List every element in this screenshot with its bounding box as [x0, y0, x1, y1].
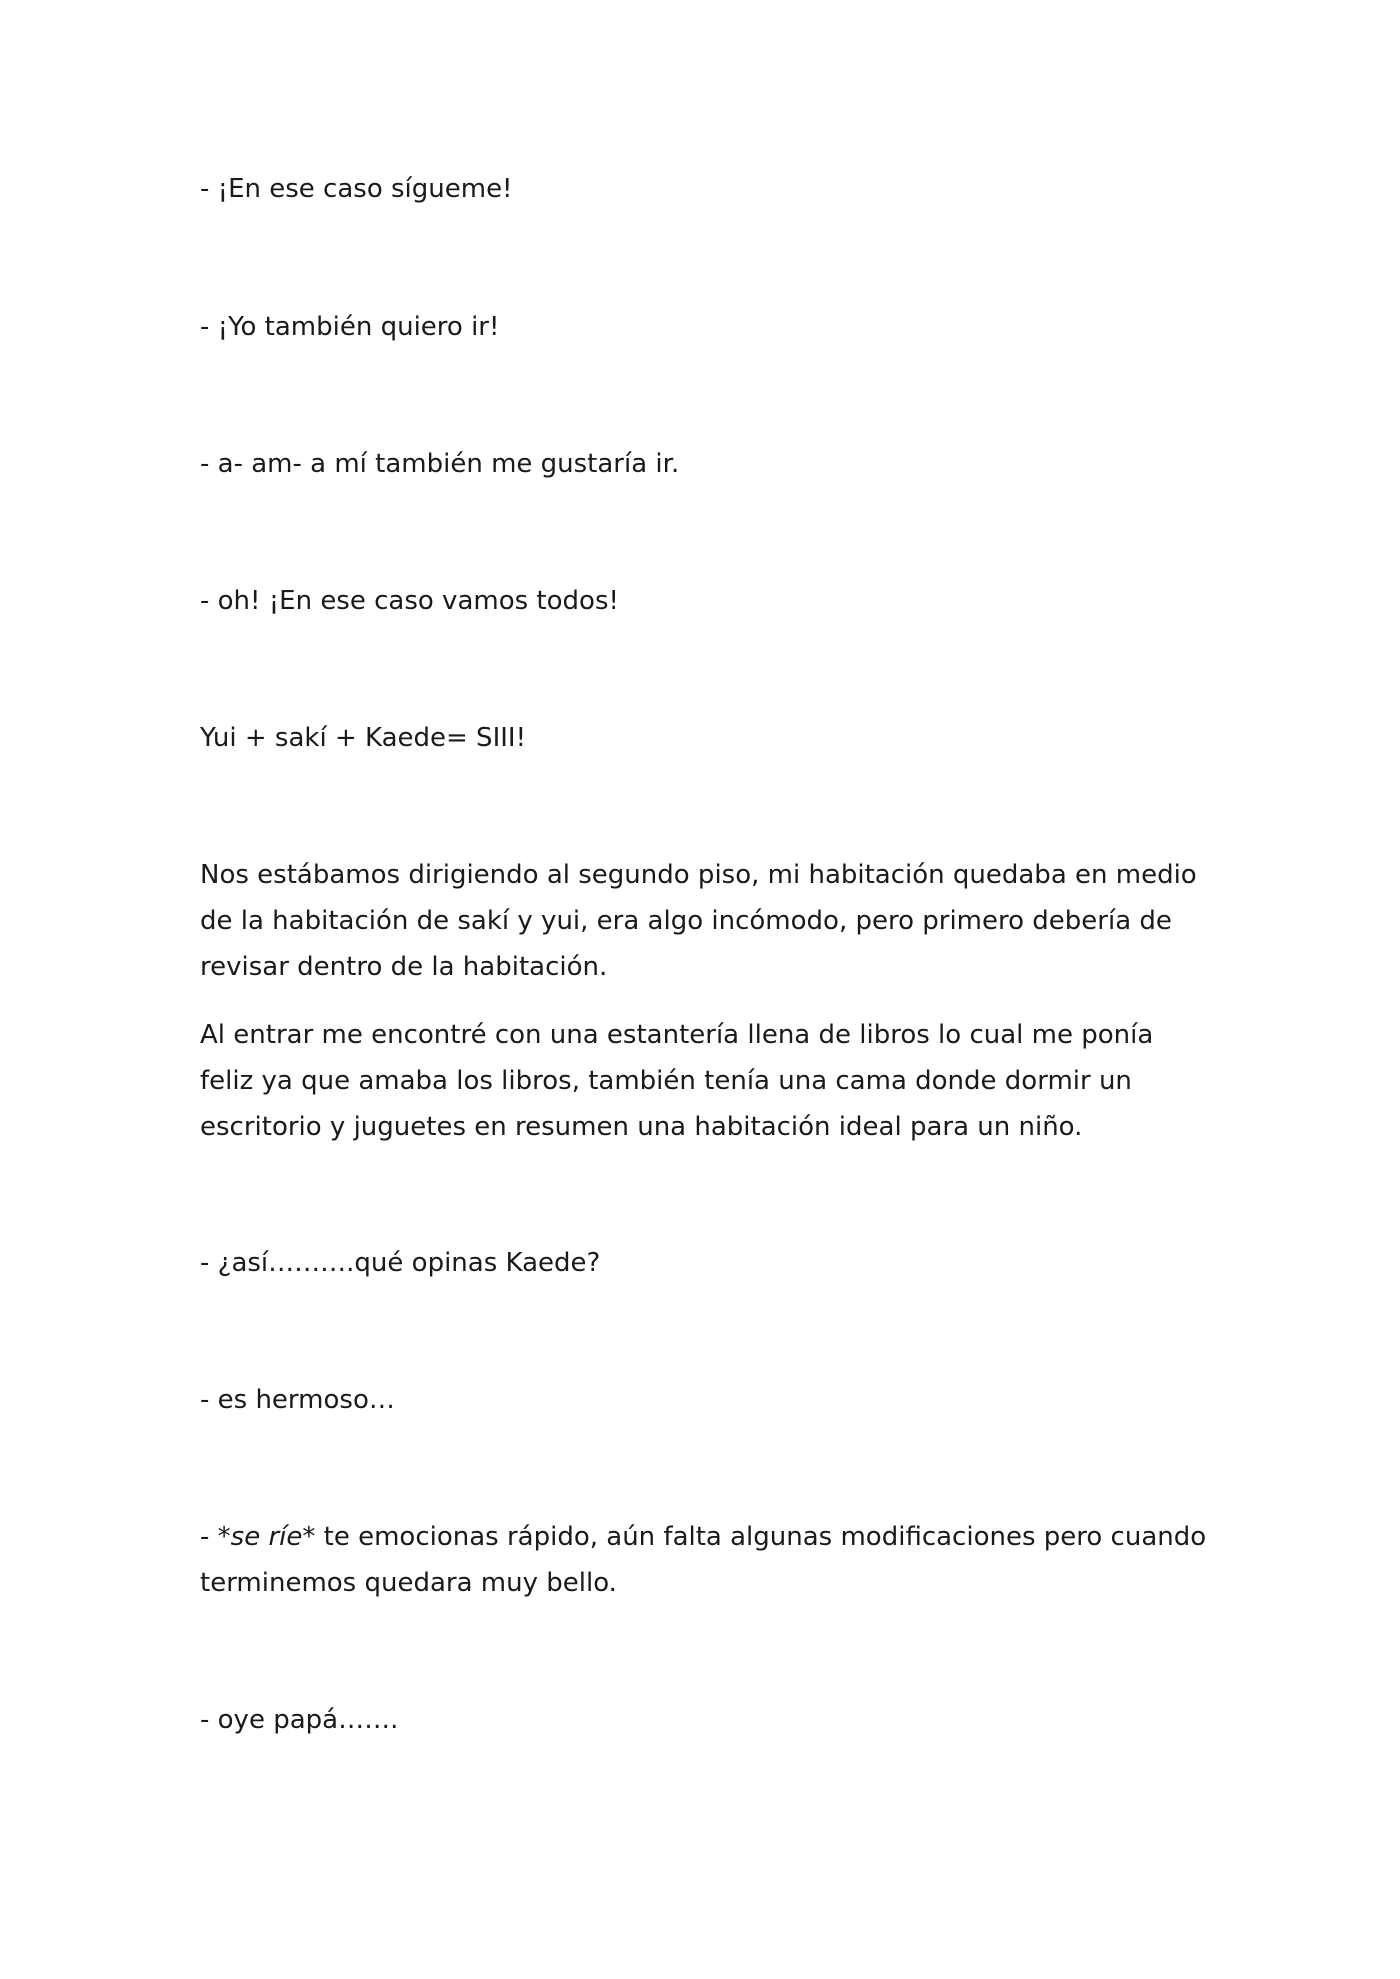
dialogue-line-3: - a- am- a mí también me gustaría ir. — [200, 449, 680, 479]
laugh-emphasis: *se ríe* — [217, 1522, 316, 1552]
narrative-paragraph-2: Al entrar me encontré con una estantería llena de libros lo cual me ponía feliz ya que amaba los libros, también tenía una cama donde dormir un escritorio y juguetes en resumen una habitación ideal para un niño. — [200, 1020, 1154, 1142]
narrative-paragraph-1: Nos estábamos dirigiendo al segundo piso, mi habitación quedaba en medio de la habitación de sakí y yui, era algo incómodo, pero primero debería de revisar dentro de la habitación. — [200, 860, 1197, 982]
dialogue-line-6: - ¿así……….qué opinas Kaede? — [200, 1248, 601, 1278]
dialogue-line-7: - es hermoso… — [200, 1385, 395, 1415]
laugh-rest: te emocionas rápido, aún falta algunas modificaciones pero cuando terminemos quedara muy bello. — [200, 1522, 1207, 1598]
laugh-prefix: - — [200, 1522, 218, 1552]
dialogue-line-9: - oye papá……. — [200, 1705, 399, 1735]
dialogue-line-2: - ¡Yo también quiero ir! — [200, 312, 500, 342]
dialogue-line-5: Yui + sakí + Kaede= SIII! — [200, 723, 526, 753]
dialogue-line-8 — [200, 1514, 1210, 1606]
dialogue-line-4: - oh! ¡En ese caso vamos todos! — [200, 586, 619, 616]
dialogue-line-1: - ¡En ese caso sígueme! — [200, 174, 513, 204]
